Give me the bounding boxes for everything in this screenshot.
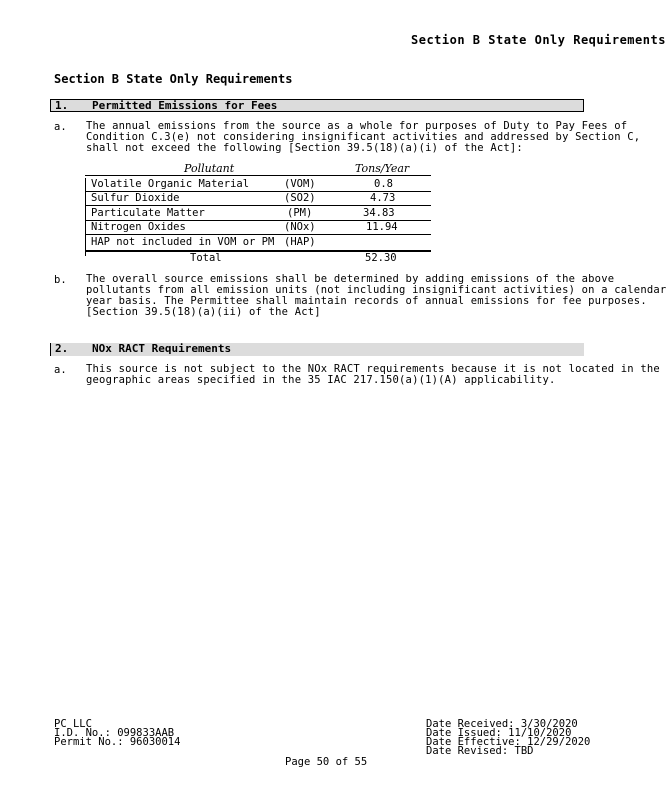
row-name: HAP not included in VOM or PM [91, 236, 275, 248]
total-value: 52.30 [365, 252, 397, 264]
section-1-number: 1. [55, 99, 69, 112]
item-a-line: shall not exceed the following [Section 39.5(18)(a)(i) of the Act]: [86, 142, 523, 154]
footer-company: PC LLC [54, 718, 92, 730]
row-abbr: (NOx) [284, 221, 316, 233]
row-value: 11.94 [366, 221, 398, 233]
section-2-heading: NOx RACT Requirements [92, 342, 232, 355]
item-b-line: year basis. The Permittee shall maintain records of annual emissions for fee purposes. [86, 295, 647, 307]
table-rule [85, 175, 431, 176]
total-label: Total [190, 252, 222, 264]
row-name: Particulate Matter [91, 207, 205, 219]
footer-date-revised: Date Revised: TBD [426, 745, 534, 757]
col-tons-header: Tons/Year [355, 162, 410, 175]
table-rule [85, 205, 431, 206]
row-value: 0.8 [374, 178, 393, 190]
page-number: Page 50 of 55 [285, 756, 368, 768]
item-b-line: The overall source emissions shall be determined by adding emissions of the above [86, 273, 615, 285]
footer-permit: Permit No.: 96030014 [54, 736, 181, 748]
item-a-line: The annual emissions from the source as a whole for purposes of Duty to Pay Fees of [86, 120, 628, 132]
row-abbr: (SO2) [284, 192, 316, 204]
col-pollutant-header: Pollutant [184, 162, 235, 175]
item-a-line: Condition C.3(e) not considering insignificant activities and addressed by Section C, [86, 131, 641, 143]
table-left-border [85, 178, 86, 256]
footer-left [54, 720, 180, 747]
section-1-heading: Permitted Emissions for Fees [92, 99, 278, 112]
footer-right [426, 720, 590, 756]
section-2-bar [50, 343, 584, 356]
section-2-number: 2. [55, 342, 69, 355]
item-b-line: pollutants from all emission units (not including insignificant activities) on a calendar [86, 284, 666, 296]
item-b-label: b. [54, 274, 67, 286]
footer-id: I.D. No.: 099833AAB [54, 727, 175, 739]
item-2a-label: a. [54, 364, 67, 376]
row-value: 34.83 [363, 207, 395, 219]
item-b-line: [Section 39.5(18)(a)(ii) of the Act] [86, 306, 321, 318]
row-value: 4.73 [370, 192, 396, 204]
item-2a-line: This source is not subject to the NOx RACT requirements because it is not located in the [86, 363, 660, 375]
section-title: Section B State Only Requirements [54, 72, 293, 86]
row-abbr: (HAP) [284, 236, 316, 248]
footer-date-effective: Date Effective: 12/29/2020 [426, 736, 591, 748]
footer-date-issued: Date Issued: 11/10/2020 [426, 727, 572, 739]
item-2a-line: geographic areas specified in the 35 IAC 217.150(a)(1)(A) applicability. [86, 374, 556, 386]
row-name: Nitrogen Oxides [91, 221, 186, 233]
item-a-text [86, 121, 640, 154]
item-b-text [86, 274, 666, 318]
row-abbr: (PM) [287, 207, 313, 219]
row-name: Sulfur Dioxide [91, 192, 180, 204]
item-2a-text [86, 364, 660, 386]
footer-date-received: Date Received: 3/30/2020 [426, 718, 578, 730]
item-a-label: a. [54, 121, 67, 133]
running-header: Section B State Only Requirements [411, 33, 666, 47]
table-rule [85, 234, 431, 235]
section-1-bar [50, 99, 584, 112]
row-name: Volatile Organic Material [91, 178, 250, 190]
row-abbr: (VOM) [284, 178, 316, 190]
